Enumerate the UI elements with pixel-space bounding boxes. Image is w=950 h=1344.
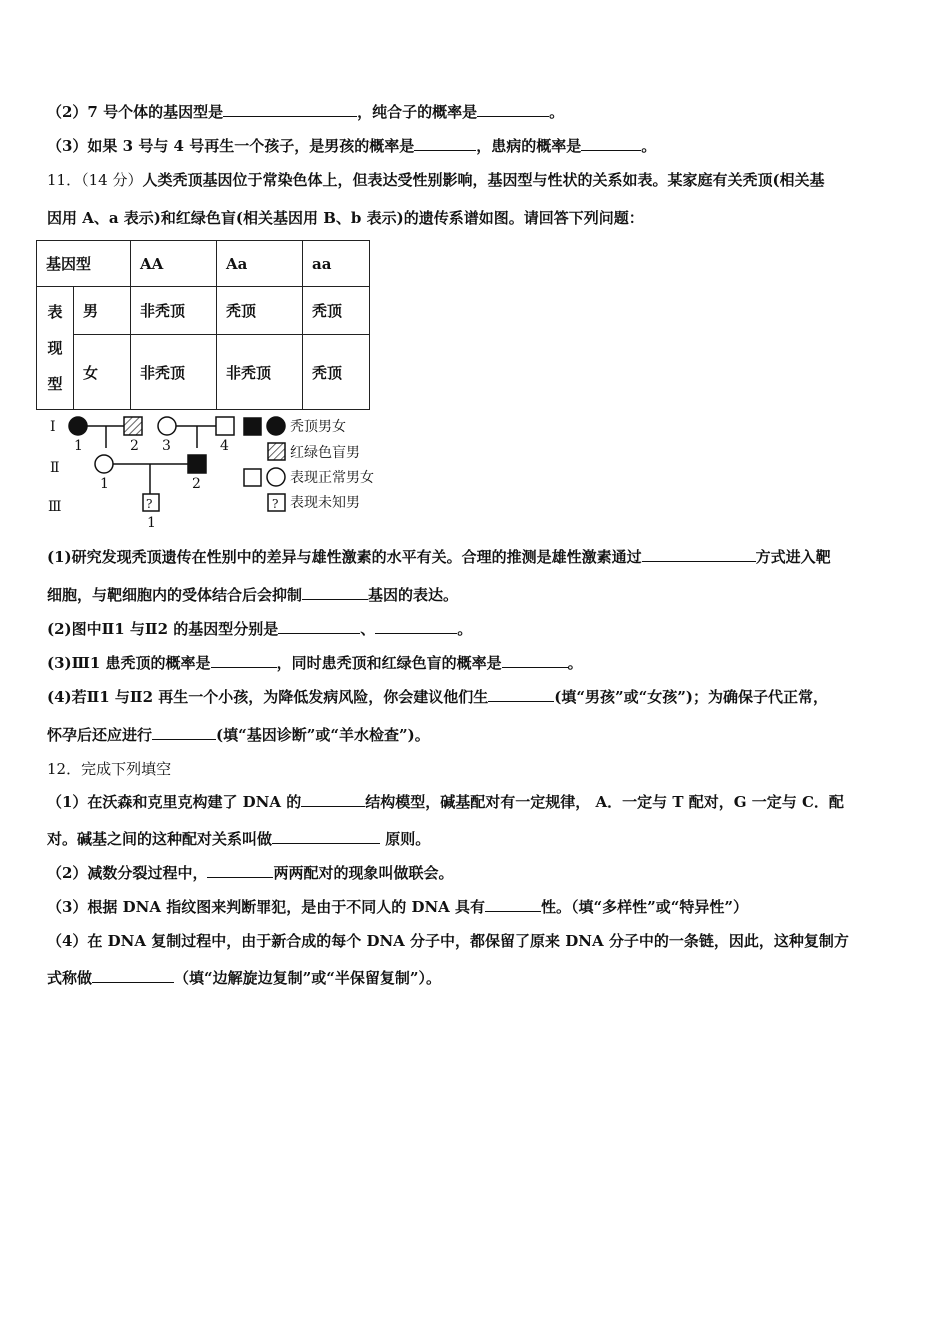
individual-I2-colorblind-male bbox=[124, 417, 142, 435]
generation-label-2: Ⅱ bbox=[50, 460, 60, 476]
q12-part3: （3）根据 DNA 指纹图来判断罪犯，是由于不同人的 DNA 具有 性。（填“多样性”或“特异性”） bbox=[47, 898, 749, 916]
q12-part2: （2）减数分裂过程中， 两两配对的现象叫做联会。 bbox=[47, 864, 454, 882]
q11-sub4-line2: 怀孕后还应进行 (填“基因诊断”或“羊水检查”)。 bbox=[47, 726, 430, 744]
q12-part1-line2: 对。碱基之间的这种配对关系叫做 原则。 bbox=[47, 830, 431, 848]
q11-sub1-line2: 细胞，与靶细胞内的受体结合后会抑制 基因的表达。 bbox=[47, 586, 459, 604]
pedigree-chart bbox=[40, 410, 390, 535]
table-cell: 非秃顶 bbox=[131, 335, 217, 410]
blank[interactable] bbox=[302, 585, 368, 600]
table-cell: 秃顶 bbox=[303, 335, 370, 410]
legend-bald-female-icon bbox=[267, 417, 285, 435]
individual-number: 2 bbox=[192, 476, 201, 492]
q11-sub3: (3)Ⅲ1 患秃顶的概率是 ，同时患秃顶和红绿色盲的概率是 。 bbox=[47, 654, 583, 672]
legend-colorblind-male-icon bbox=[268, 443, 285, 460]
blank[interactable] bbox=[211, 653, 277, 668]
legend-normal-male-icon bbox=[244, 469, 261, 486]
legend-label: 表现正常男女 bbox=[290, 470, 374, 486]
table-sex-male: 男 bbox=[74, 287, 131, 335]
blank[interactable] bbox=[488, 687, 554, 702]
blank[interactable] bbox=[92, 968, 174, 983]
legend-label: 秃顶男女 bbox=[290, 419, 346, 435]
individual-number: 1 bbox=[74, 438, 83, 454]
individual-I3-normal-female bbox=[158, 417, 176, 435]
q11-intro-line1: 11．（14 分）人类秃顶基因位于常染色体上，但表达受性别影响，基因型与性状的关系如表。某家庭有关秃顶(相关基 bbox=[47, 171, 825, 189]
legend-label: 红绿色盲男 bbox=[290, 445, 360, 461]
legend-bald-male-icon bbox=[244, 418, 261, 435]
unknown-mark: ? bbox=[146, 497, 153, 511]
q10-part2: （2）7 号个体的基因型是 ，纯合子的概率是 。 bbox=[47, 103, 565, 121]
generation-label-1: Ⅰ bbox=[50, 419, 56, 435]
unknown-mark: ? bbox=[272, 497, 279, 511]
blank[interactable] bbox=[152, 725, 216, 740]
blank[interactable] bbox=[581, 136, 641, 151]
individual-I4-normal-male bbox=[216, 417, 234, 435]
individual-II2-bald-male bbox=[188, 455, 206, 473]
blank[interactable] bbox=[414, 136, 476, 151]
blank[interactable] bbox=[272, 829, 380, 844]
blank[interactable] bbox=[301, 792, 365, 807]
blank[interactable] bbox=[278, 619, 360, 634]
individual-number: 1 bbox=[147, 515, 156, 531]
genotype-phenotype-table bbox=[36, 240, 370, 410]
table-header-Aa: Aa bbox=[217, 241, 303, 287]
individual-number: 3 bbox=[162, 438, 171, 454]
table-header-AA: AA bbox=[131, 241, 217, 287]
individual-number: 2 bbox=[130, 438, 139, 454]
table-sex-female: 女 bbox=[74, 335, 131, 410]
q12-title: 12．完成下列填空 bbox=[47, 760, 172, 778]
q12-part4-line1: （4）在 DNA 复制过程中，由于新合成的每个 DNA 分子中，都保留了原来 DNA 分子中的一条链，因此，这种复制方 bbox=[47, 932, 849, 950]
blank[interactable] bbox=[502, 653, 568, 668]
individual-number: 1 bbox=[100, 476, 109, 492]
table-cell: 非秃顶 bbox=[131, 287, 217, 335]
table-cell: 秃顶 bbox=[217, 287, 303, 335]
blank[interactable] bbox=[477, 102, 549, 117]
table-cell: 非秃顶 bbox=[217, 335, 303, 410]
q12-part1-line1: （1）在沃森和克里克构建了 DNA 的 结构模型，碱基配对有一定规律， A．一定与 T 配对，G 一定与 C．配 bbox=[47, 793, 844, 811]
generation-label-3: Ⅲ bbox=[48, 499, 62, 515]
legend-normal-female-icon bbox=[267, 468, 285, 486]
q11-intro-line2: 因用 A、a 表示)和红绿色盲(相关基因用 B、b 表示)的遗传系谱如图。请回答下列问题： bbox=[47, 209, 644, 227]
legend-label: 表现未知男 bbox=[290, 495, 360, 511]
q11-sub2: (2)图中Ⅱ1 与Ⅱ2 的基因型分别是 、 。 bbox=[47, 620, 473, 638]
individual-II1-normal-female bbox=[95, 455, 113, 473]
table-header-genotype: 基因型 bbox=[37, 241, 131, 287]
q12-part4-line2: 式称做 （填“边解旋边复制”或“半保留复制”）。 bbox=[47, 969, 442, 987]
blank[interactable] bbox=[207, 863, 273, 878]
blank[interactable] bbox=[375, 619, 457, 634]
individual-I1-bald-female bbox=[69, 417, 87, 435]
q11-sub1-line1: (1)研究发现秃顶遗传在性别中的差异与雄性激素的水平有关。合理的推测是雄性激素通过 方式进入靶 bbox=[47, 548, 831, 566]
table-cell: 秃顶 bbox=[303, 287, 370, 335]
blank[interactable] bbox=[485, 897, 541, 912]
table-phenotype-label: 表 现 型 bbox=[37, 287, 74, 410]
blank[interactable] bbox=[223, 102, 357, 117]
individual-number: 4 bbox=[220, 438, 229, 454]
table-header-aa: aa bbox=[303, 241, 370, 287]
q10-part3: （3）如果 3 号与 4 号再生一个孩子，是男孩的概率是 ，患病的概率是 。 bbox=[47, 137, 657, 155]
q11-sub4-line1: (4)若Ⅱ1 与Ⅱ2 再生一个小孩，为降低发病风险，你会建议他们生 (填“男孩”或“女孩”)；为确保子代正常， bbox=[47, 688, 828, 706]
blank[interactable] bbox=[642, 547, 756, 562]
